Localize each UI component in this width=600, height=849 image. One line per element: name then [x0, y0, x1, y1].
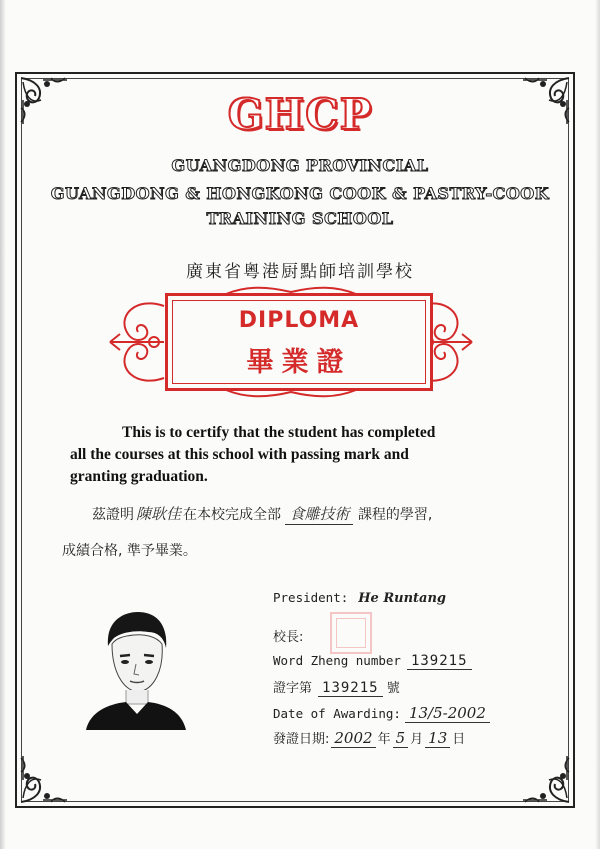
certify-cn-line1: [92, 503, 432, 525]
student-name: 陳耿佳: [136, 505, 182, 523]
date-year: 2002: [331, 729, 375, 748]
date-label-cn: 發證日期:: [273, 732, 330, 747]
date-day: 13: [425, 729, 450, 748]
cert-no-prefix-cn: 證字第: [273, 681, 313, 696]
diploma-title-box: [165, 293, 433, 391]
certification-statement: [70, 422, 522, 488]
certify-line2: all the courses at this school with passing mark and: [70, 446, 409, 463]
school-name-cn: 廣東省粵港厨點師培訓學校: [186, 262, 414, 282]
president-seal: [330, 612, 372, 654]
cert-number-cn-row: [273, 677, 400, 697]
student-photo: [86, 608, 186, 730]
date-value: 13/5-2002: [405, 704, 490, 723]
certify-cn-line2: 成績合格, 準予畢業。: [62, 543, 197, 559]
word-zheng-row: [273, 653, 472, 670]
school-logo: GHCP: [227, 90, 373, 139]
president-row: [273, 590, 446, 606]
cn-suffix: 課程的學習,: [357, 507, 433, 523]
word-zheng-number: 139215: [407, 653, 472, 670]
president-name: He Runtang: [358, 591, 447, 606]
president-label: President:: [273, 590, 349, 605]
date-month: 5: [393, 729, 409, 748]
month-cn: 月: [410, 732, 424, 747]
corner-ornament-icon: [17, 750, 73, 806]
cert-no-suffix-cn: 號: [386, 681, 400, 696]
school-name-en-line1: GUANGDONG PROVINCIAL: [171, 156, 429, 175]
president-cn-row: [273, 626, 303, 645]
cert-no-value: 139215: [318, 680, 383, 697]
date-cn-row: [273, 728, 465, 747]
year-cn: 年: [377, 732, 391, 747]
certify-line1: This is to certify that the student has completed: [122, 424, 436, 441]
date-label: Date of Awarding:: [273, 706, 401, 721]
school-name-en-line3: TRAINING SCHOOL: [206, 209, 394, 228]
certify-line3: granting graduation.: [70, 468, 208, 485]
corner-ornament-icon: [517, 750, 573, 806]
president-label-cn: 校長:: [273, 630, 304, 645]
diploma-title-cn: 畢業證: [246, 347, 352, 378]
diploma-title-en: DIPLOMA: [238, 308, 360, 333]
word-zheng-label: Word Zheng number: [273, 653, 401, 668]
day-cn: 日: [452, 732, 466, 747]
course-name: 食雕技術: [285, 503, 353, 525]
school-name-en-line2: GUANGDONG & HONGKONG COOK & PASTRY-COOK: [50, 184, 550, 203]
cn-prefix: 茲證明: [92, 507, 134, 523]
date-row: [273, 704, 490, 722]
cn-middle: 在本校完成全部: [183, 507, 282, 523]
